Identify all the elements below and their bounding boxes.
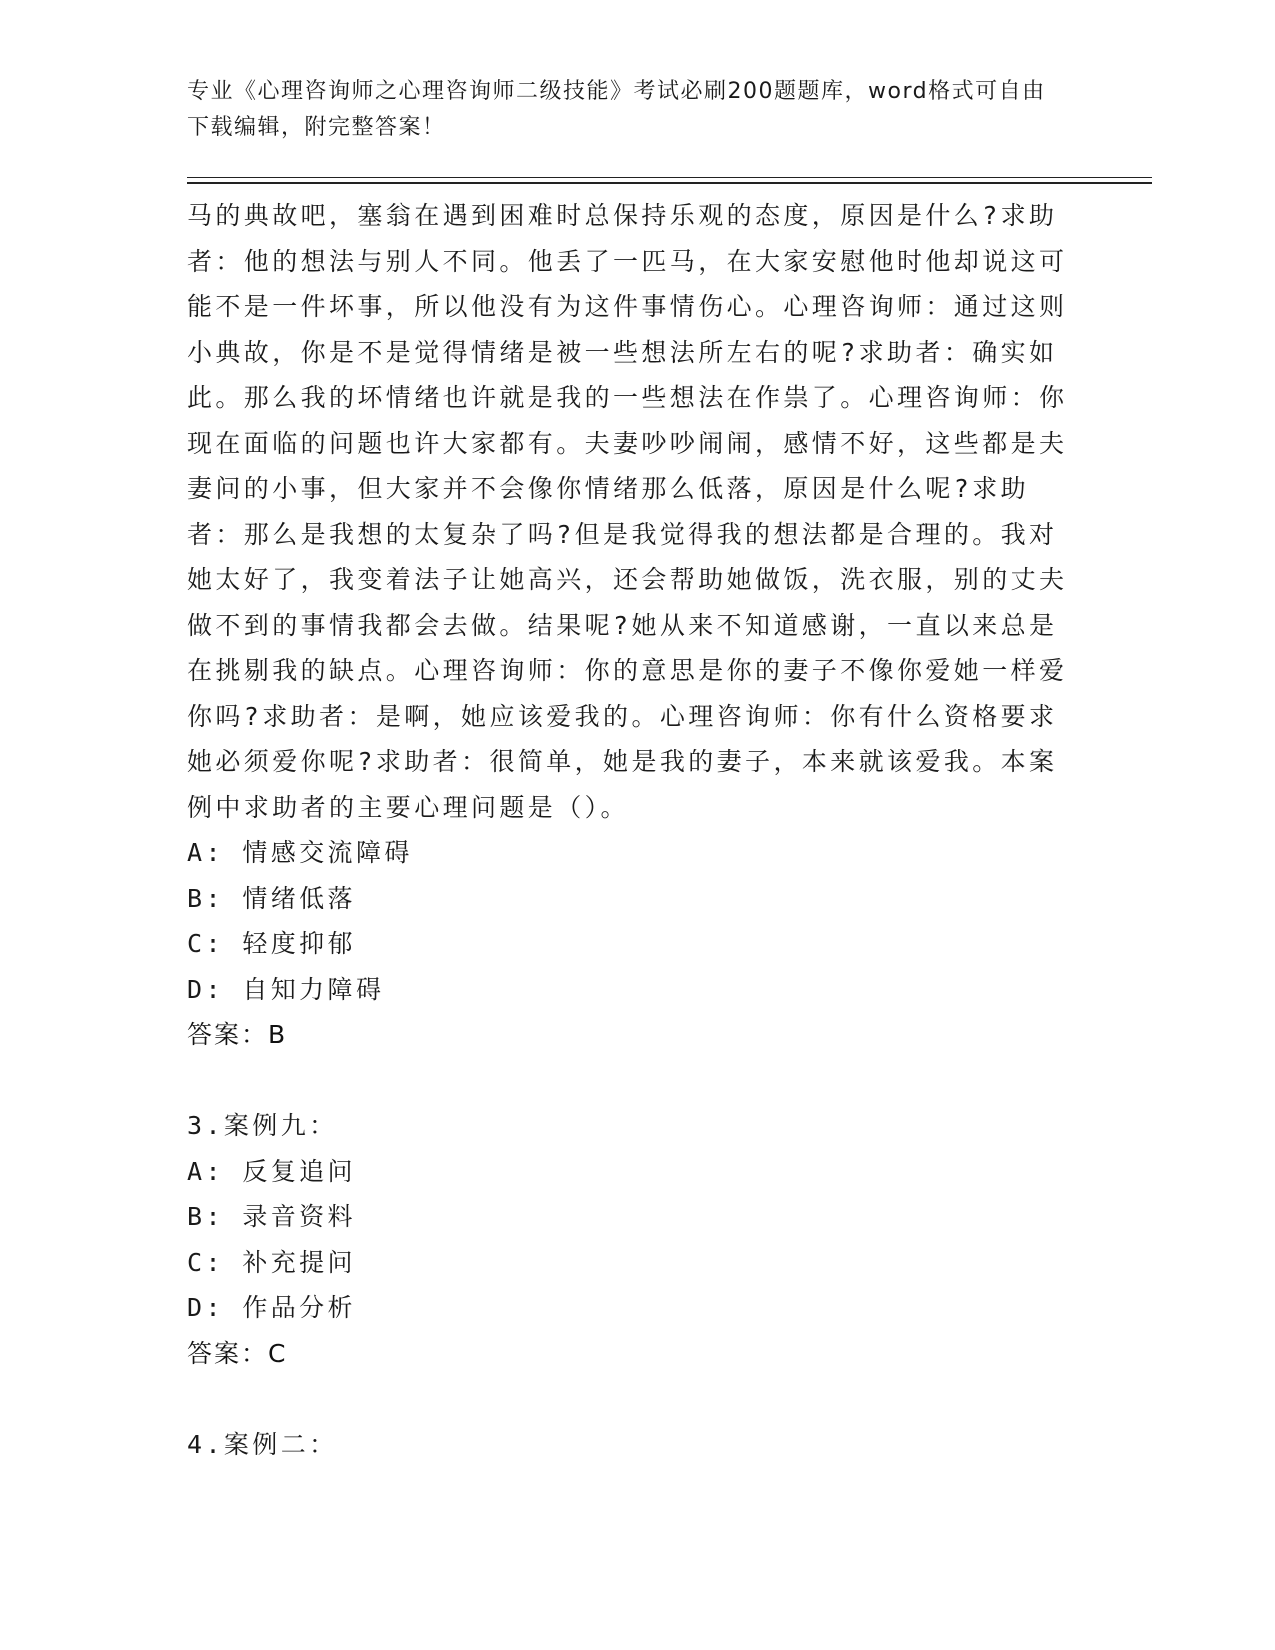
option-d: D: 作品分析 [187,1293,356,1322]
answer-line: 答案：B [187,1020,288,1049]
answer-line: 答案：C [187,1338,288,1368]
document-header: 专业《心理咨询师之心理咨询师二级技能》考试必刷200题题库，word格式可自由下载编辑，附完整答案！ [187,79,1046,140]
header-divider-thin [187,177,1152,178]
option-b: B: 情绪低落 [187,883,356,913]
question-stem: 马的典故吧，塞翁在遇到困难时总保持乐观的态度，原因是什么?求助者：他的想法与别人不同。他丢了一匹马，在大家安慰他时他却说这可能不是一件坏事，所以他没有为这件事情伤心。心理咨询师：通过这则小典故，你是不是觉得情绪是被一些想法所左右的呢?求助者：确实如此。那么我的坏情绪也许就是我的一些想法在作祟了。心理咨询师：你现在面临的问题也许大家都有。夫妻吵吵闹闹，感情不好，这些都是夫妻问的小事，但大家并不会像你情绪那么低落，原因是什么呢?求助者：那么是我想的太复杂了吗?但是我觉得我的想法都是合理的。我对她太好了，我变着法子让她高兴，还会帮助她做饭，洗衣服，别的丈夫做不到的事情我都会去做。结果呢?她从来不知道感谢，一直以来总是在挑剔我的缺点。心理咨询师：你的意思是你的妻子不像你爱她一样爱你吗?求助者：是啊，她应该爱我的。心理咨询师：你有什么资格要求她必须爱你呢?求助者：很简单，她是我的妻子，本来就该爱我。本案例中求助者的主要心理问题是（）。 [187,201,1068,822]
option-d: D: 自知力障碍 [187,974,385,1004]
option-c: C: 补充提问 [187,1247,356,1277]
document-body [187,193,1077,1467]
question-title: 4.案例二： [187,1429,338,1459]
question-title: 3.案例九： [187,1111,338,1140]
option-a: A: 情感交流障碍 [187,838,413,867]
option-b: B: 录音资料 [187,1202,356,1231]
header-divider-thick [187,182,1152,184]
option-c: C: 轻度抑郁 [187,929,356,958]
spacer [187,1376,1077,1422]
option-a: A: 反复追问 [187,1156,356,1186]
spacer [187,1058,1077,1104]
